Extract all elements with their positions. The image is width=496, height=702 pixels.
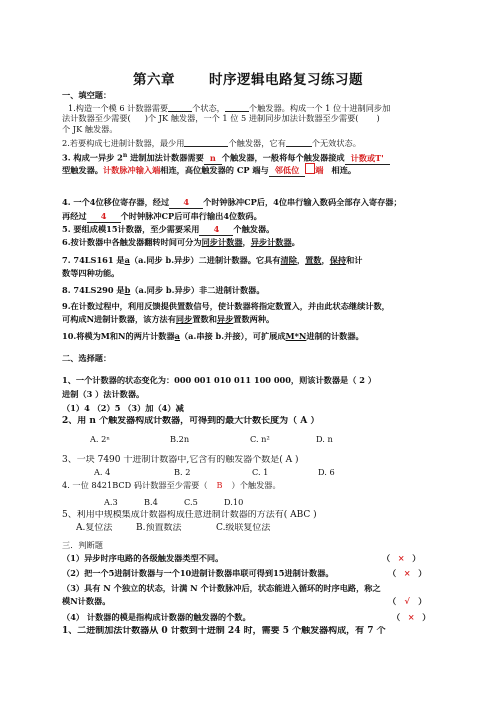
choice-q1-line2: 进制（3 ）法计数器。 — [62, 389, 145, 399]
judge-q5: 1、二进制加法计数器从 0 计数到十进制 24 时，需要 5 个触发器构成，有 7 个 — [62, 626, 386, 636]
judge-q3-line1: （3）具有 N 个独立的状态，计满 N 个计数脉冲后，状态能进入循环的时序电路，称之 — [62, 583, 381, 593]
fill-q4-line2: 再经过 4 个时钟脉冲CP后可串行输出4位数码。 — [62, 211, 262, 221]
judge-q1: （1）异步时序电路的各级触发器类型不同。 （ × ） — [62, 553, 421, 563]
choice-q5-options: A.复位法 B.预置数法 C.级联复位法 — [76, 523, 271, 533]
fill-q6: 6.按计数器中各触发器翻转时间可分为同步计数器，异步计数器。 — [62, 237, 300, 247]
fill-q10: 10.将模为M和N的两片计数器a（a.串接 b.并接），可扩展成M*N进制的计数器。 — [62, 331, 364, 341]
judge-q3-line2: 模N计数器。 （ √ ） — [62, 596, 427, 606]
section-judge-heading: 三．判断题 — [62, 540, 103, 550]
chapter-label: 第六章 — [133, 72, 175, 88]
fill-q7-line2: 数等四种功能。 — [62, 268, 120, 278]
choice-q4-options: A.3 B.4 C.5 D.10 — [104, 497, 244, 507]
fill-q4-line1: 4. 一个4位移位寄存器，经过 4 个时钟脉冲CP后，4位串行输入数码全部存入寄存器； — [62, 197, 402, 207]
fill-q9-line1: 9.在计数过程中，利用反馈提供置数信号，使计数器将指定数置入，并由此状态继续计数， — [62, 301, 390, 311]
choice-q1-options: （1）4 （2）5 （3）加（4）减 — [62, 403, 184, 413]
judge-q2: （2）把一个5进制计数器与一个10进制计数器串联可得到15进制计数器。 （ × ） — [62, 568, 427, 578]
section-fill-heading: 一、填空题： — [62, 90, 112, 100]
choice-q3: 3、一块 7490 十进制计数器中,它含有的触发器个数是( A ) — [62, 455, 299, 465]
fill-q1-line3: 个 JK 触发器。 — [62, 124, 118, 134]
subject-label: 时序逻辑电路复习练习题 — [209, 72, 363, 88]
choice-q5: 5、利用中规模集成计数器构成任意进制计数器的方法有( ABC ) — [62, 510, 317, 520]
fill-q5: 5. 要组成模15计数器，至少需要采用 4 个触发器。 — [62, 224, 275, 234]
choice-q4: 4. 一位 8421BCD 码计数器至少需要（ B ）个触发器。 — [62, 480, 281, 490]
fill-q9-line2: 可构成N进制计数器，该方法有同步置数和异步置数两种。 — [62, 314, 275, 324]
section-choice-heading: 二、选择题： — [62, 353, 112, 363]
fill-q2: 2.若要构成七进制计数器，最少用 个触发器，它有 个无效状态。 — [62, 138, 361, 148]
fill-q3-line2: 型触发器。计数脉冲输入端相连，高位触发器的 CP 端与 邻低位 端 相连。 — [62, 165, 357, 175]
choice-q3-options: A. 4 B. 2 C. 1 D. 6 — [94, 467, 335, 477]
fill-q7-line1: 7. 74LS161 是a（a.同步 b.异步）二进制计数器。它具有清除，置数，保持和计 — [62, 255, 363, 265]
fill-q8: 8. 74LS290 是b（a.同步 b.异步）非二进制计数器。 — [62, 285, 265, 295]
judge-q4: （4） 计数器的模是指构成计数器的触发器的个数。 （ × ） — [62, 612, 431, 622]
fill-q1-line2: 法计数器至少需要( )个 JK 触发器，一个 1 位 5 进制同步加法计数器至少需要( ) — [62, 113, 380, 123]
fill-q1-line1: 1.构造一个模 6 计数器需要 个状态， 个触发器。构成一个 1 位十进制同步加 — [68, 103, 391, 113]
fill-q3-line1: 3. 构成一异步 2$^n$ 进制加法计数器需要 n 个触发器，一般将每个触发器接成 计数或T' — [62, 150, 466, 165]
choice-q1-line1: 1、一个计数器的状态变化为：000 001 010 011 100 000，则该计数器是（ 2 ） — [62, 375, 377, 385]
page-title — [0, 68, 496, 88]
choice-q2: 2、用 n 个触发器构成计数器，可得到的最大计数长度为（ A ） — [62, 416, 320, 426]
choice-q2-options: A. 2ⁿ B.2n C. n² D. n — [90, 434, 333, 444]
